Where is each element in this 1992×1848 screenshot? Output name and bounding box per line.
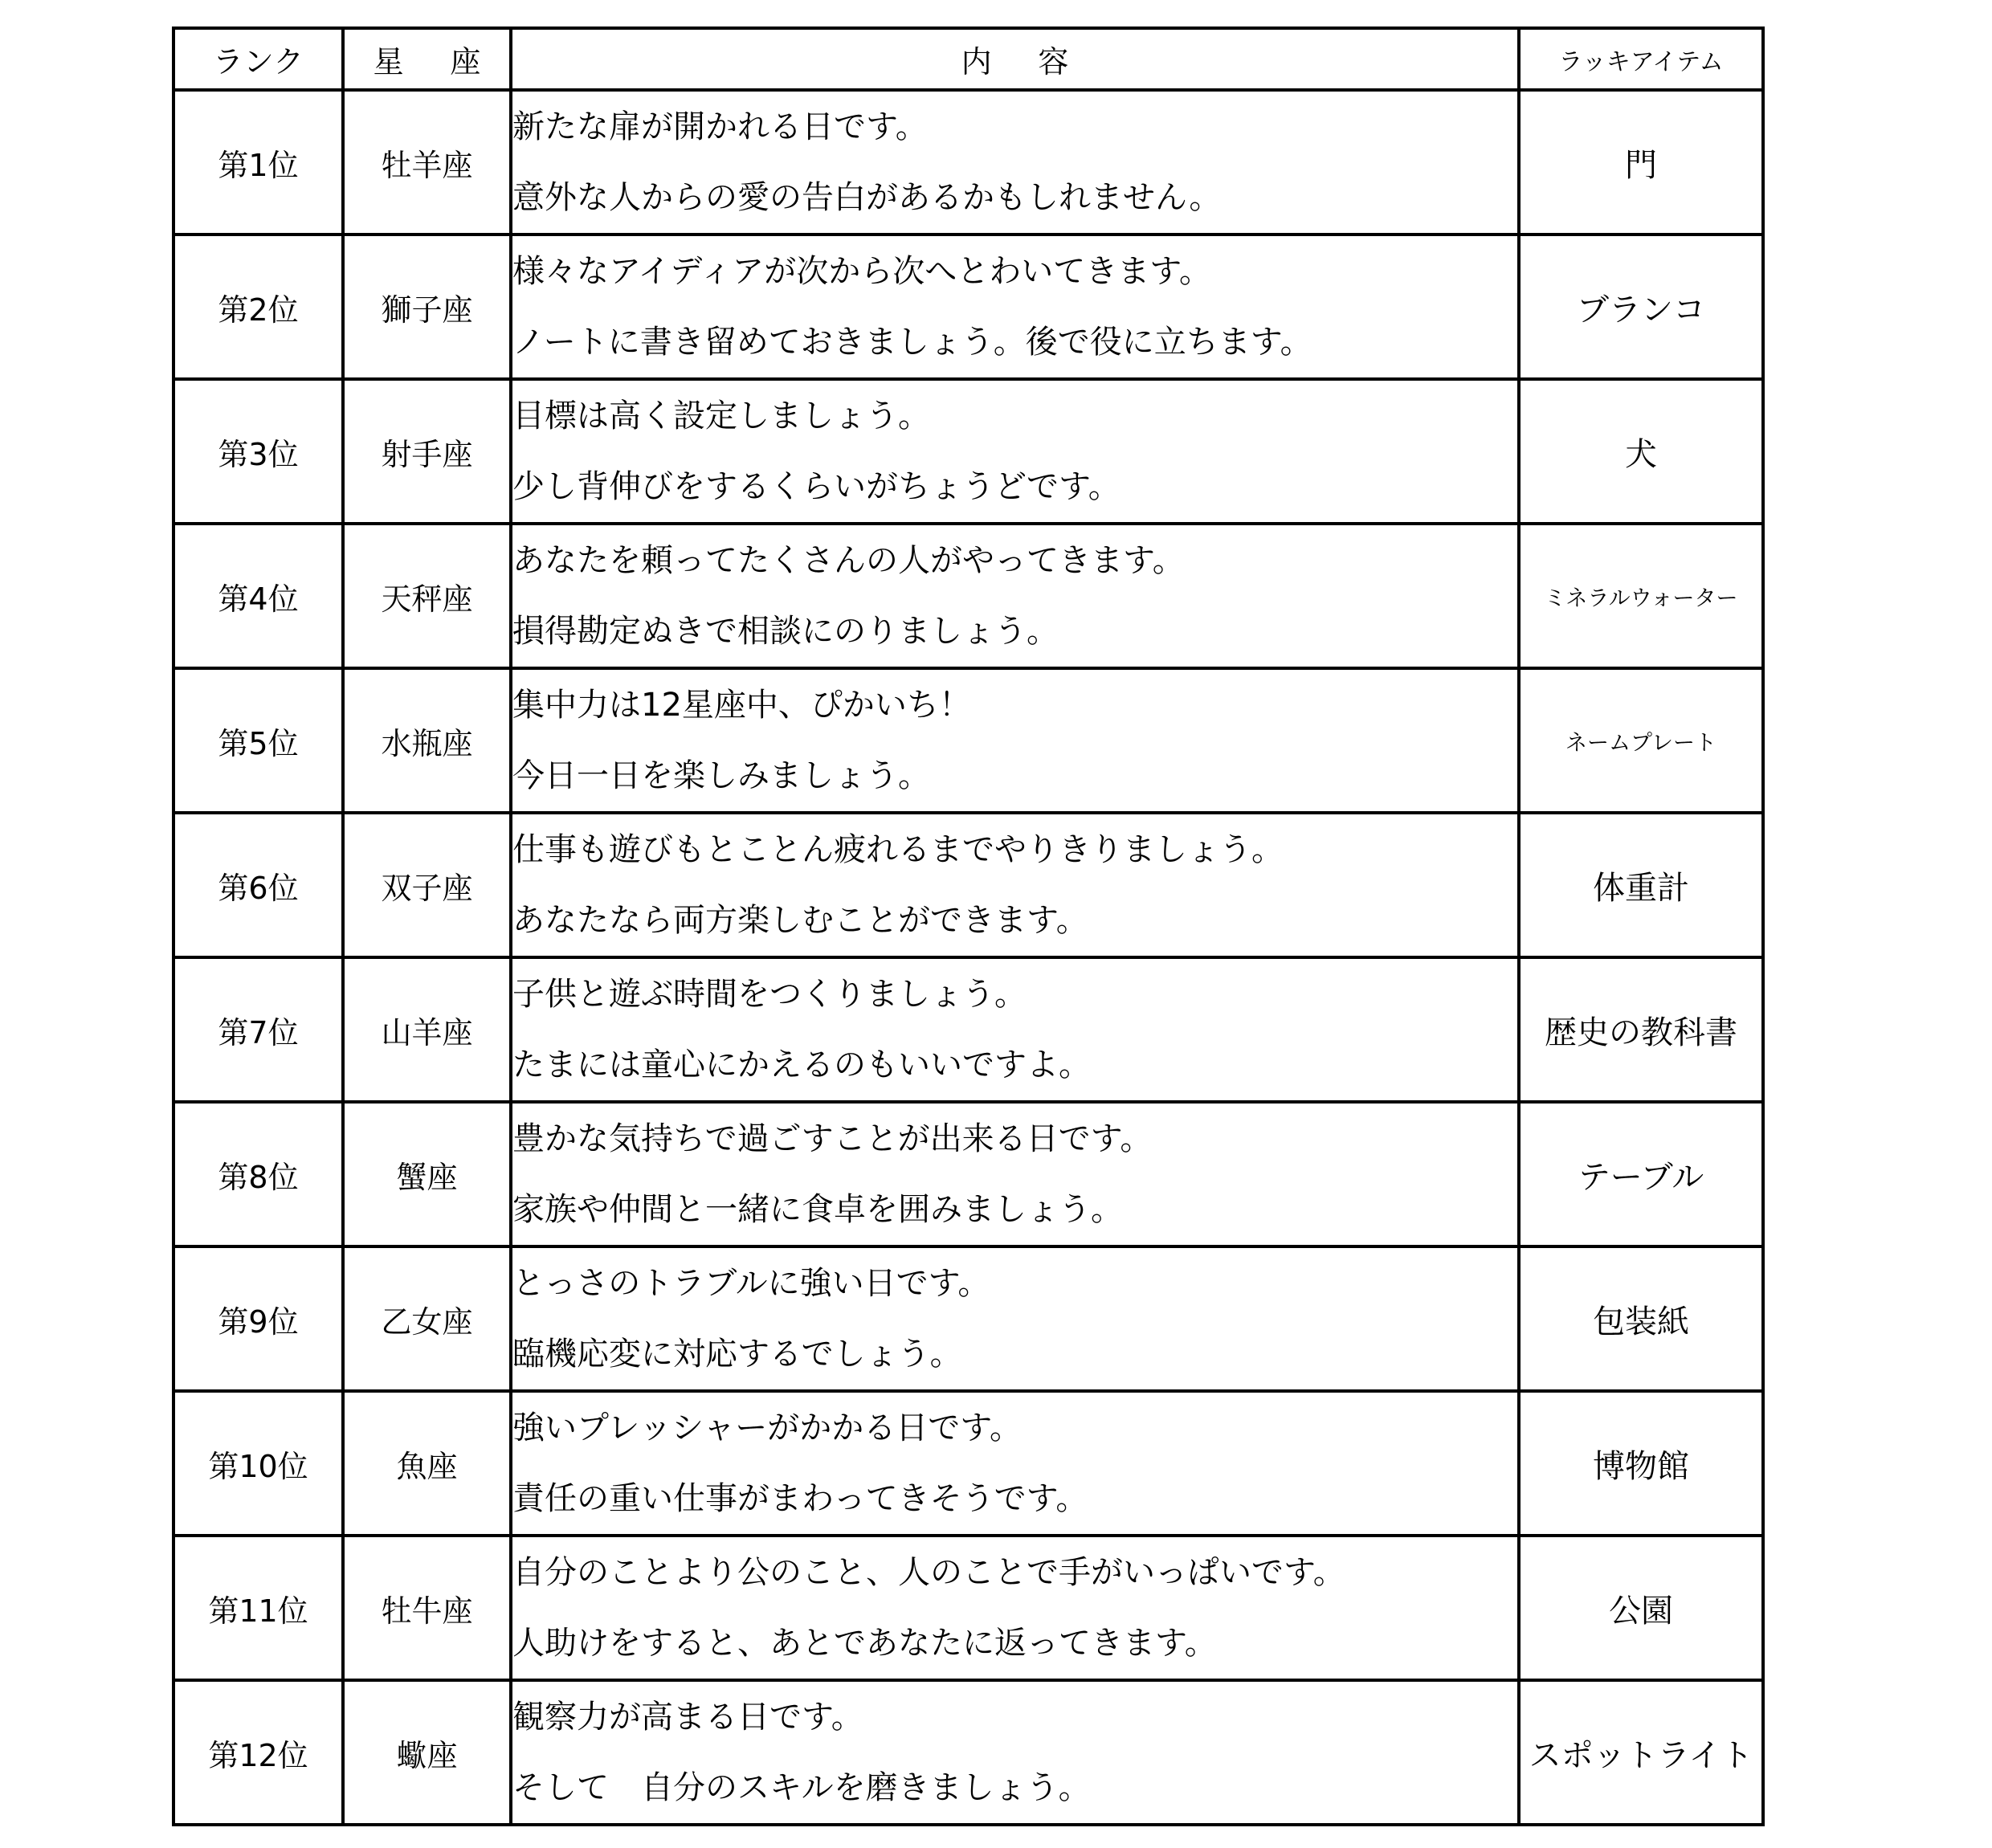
content-line-1: あなたを頼ってたくさんの人がやってきます。 bbox=[512, 542, 1185, 579]
table-row bbox=[173, 524, 1763, 668]
sign-cell: 蠍座 bbox=[343, 1680, 511, 1825]
content-line-2: 少し背伸びをするくらいがちょうどです。 bbox=[512, 468, 1120, 505]
content-line-1: 豊かな気持ちで過ごすことが出来る日です。 bbox=[512, 1120, 1153, 1157]
content-line-1: 観察力が高まる日です。 bbox=[512, 1699, 863, 1736]
lucky-item-cell: 包装紙 bbox=[1519, 1246, 1763, 1391]
content-cell bbox=[511, 90, 1519, 235]
rank-cell: 第2位 bbox=[173, 235, 343, 379]
table-row bbox=[173, 668, 1763, 813]
header-sign bbox=[343, 28, 511, 90]
content-cell bbox=[511, 1102, 1519, 1246]
table-row bbox=[173, 1536, 1763, 1680]
horoscope-ranking-table bbox=[172, 27, 1765, 1826]
header-content-label: 内 容 bbox=[961, 44, 1088, 80]
sign-cell: 乙女座 bbox=[343, 1246, 511, 1391]
table-row bbox=[173, 813, 1763, 957]
rank-cell: 第10位 bbox=[173, 1391, 343, 1536]
sign-cell: 蟹座 bbox=[343, 1102, 511, 1246]
lucky-item-cell: 門 bbox=[1519, 90, 1763, 235]
content-cell bbox=[511, 235, 1519, 379]
content-line-2: 意外な人からの愛の告白があるかもしれません。 bbox=[512, 179, 1222, 216]
content-line-2: そして 自分のスキルを磨きましょう。 bbox=[512, 1769, 1091, 1806]
content-line-1: 集中力は12星座中、ぴかいち！ bbox=[512, 687, 971, 724]
rank-cell: 第9位 bbox=[173, 1246, 343, 1391]
table-row bbox=[173, 379, 1763, 524]
lucky-item-cell: ミネラルウォーター bbox=[1519, 524, 1763, 668]
sign-cell: 牡羊座 bbox=[343, 90, 511, 235]
content-line-2: ノートに書き留めておきましょう。後で役に立ちます。 bbox=[512, 324, 1312, 361]
content-cell bbox=[511, 957, 1519, 1102]
sign-cell: 射手座 bbox=[343, 379, 511, 524]
table-row bbox=[173, 1680, 1763, 1825]
lucky-item-cell: 体重計 bbox=[1519, 813, 1763, 957]
content-line-2: 臨機応変に対応するでしょう。 bbox=[512, 1336, 962, 1373]
header-sign-label: 星 座 bbox=[373, 44, 500, 80]
sign-cell: 双子座 bbox=[343, 813, 511, 957]
sign-cell: 牡牛座 bbox=[343, 1536, 511, 1680]
content-line-2: 家族や仲間と一緒に食卓を囲みましょう。 bbox=[512, 1191, 1123, 1228]
content-line-1: 自分のことより公のこと、人のことで手がいっぱいです。 bbox=[512, 1554, 1345, 1591]
table-row bbox=[173, 90, 1763, 235]
table-row bbox=[173, 235, 1763, 379]
content-line-2: あなたなら両方楽しむことができます。 bbox=[512, 902, 1088, 939]
lucky-item-cell: ブランコ bbox=[1519, 235, 1763, 379]
rank-cell: 第7位 bbox=[173, 957, 343, 1102]
rank-cell: 第3位 bbox=[173, 379, 343, 524]
table-row bbox=[173, 957, 1763, 1102]
header-lucky-item: ラッキアイテム bbox=[1519, 28, 1763, 90]
content-line-2: 損得勘定ぬきで相談にのりましょう。 bbox=[512, 613, 1059, 650]
lucky-item-cell: 犬 bbox=[1519, 379, 1763, 524]
table-row bbox=[173, 1246, 1763, 1391]
content-cell bbox=[511, 524, 1519, 668]
sign-cell: 獅子座 bbox=[343, 235, 511, 379]
content-line-2: 人助けをすると、あとであなたに返ってきます。 bbox=[512, 1625, 1217, 1662]
table-row bbox=[173, 1391, 1763, 1536]
content-cell bbox=[511, 379, 1519, 524]
content-line-1: 新たな扉が開かれる日です。 bbox=[512, 108, 928, 145]
content-cell bbox=[511, 1246, 1519, 1391]
rank-cell: 第1位 bbox=[173, 90, 343, 235]
sign-cell: 魚座 bbox=[343, 1391, 511, 1536]
lucky-item-cell: 公園 bbox=[1519, 1536, 1763, 1680]
lucky-item-cell: ネームプレート bbox=[1519, 668, 1763, 813]
content-line-1: 子供と遊ぶ時間をつくりましょう。 bbox=[512, 976, 1027, 1013]
content-cell bbox=[511, 1680, 1519, 1825]
content-line-2: 今日一日を楽しみましょう。 bbox=[512, 757, 930, 794]
rank-cell: 第11位 bbox=[173, 1536, 343, 1680]
sign-cell: 水瓶座 bbox=[343, 668, 511, 813]
content-cell bbox=[511, 813, 1519, 957]
content-line-1: 様々なアイディアが次から次へとわいてきます。 bbox=[512, 253, 1211, 290]
lucky-item-cell: スポットライト bbox=[1519, 1680, 1763, 1825]
lucky-item-cell: テーブル bbox=[1519, 1102, 1763, 1246]
content-line-2: 責任の重い仕事がまわってきそうです。 bbox=[512, 1480, 1088, 1517]
lucky-item-cell: 歴史の教科書 bbox=[1519, 957, 1763, 1102]
content-line-1: 仕事も遊びもとことん疲れるまでやりきりましょう。 bbox=[512, 831, 1284, 868]
content-line-2: たまには童心にかえるのもいいですよ。 bbox=[512, 1046, 1091, 1083]
rank-cell: 第5位 bbox=[173, 668, 343, 813]
table-header-row bbox=[173, 28, 1763, 90]
rank-cell: 第6位 bbox=[173, 813, 343, 957]
content-cell bbox=[511, 668, 1519, 813]
content-cell bbox=[511, 1536, 1519, 1680]
content-line-1: 目標は高く設定しましょう。 bbox=[512, 398, 930, 434]
rank-cell: 第8位 bbox=[173, 1102, 343, 1246]
content-line-1: 強いプレッシャーがかかる日です。 bbox=[512, 1409, 1022, 1446]
content-line-1: とっさのトラブルに強い日です。 bbox=[512, 1265, 990, 1302]
table-row bbox=[173, 1102, 1763, 1246]
rank-cell: 第4位 bbox=[173, 524, 343, 668]
header-content bbox=[511, 28, 1519, 90]
sign-cell: 天秤座 bbox=[343, 524, 511, 668]
content-cell bbox=[511, 1391, 1519, 1536]
sign-cell: 山羊座 bbox=[343, 957, 511, 1102]
lucky-item-cell: 博物館 bbox=[1519, 1391, 1763, 1536]
header-rank: ランク bbox=[173, 28, 343, 90]
rank-cell: 第12位 bbox=[173, 1680, 343, 1825]
